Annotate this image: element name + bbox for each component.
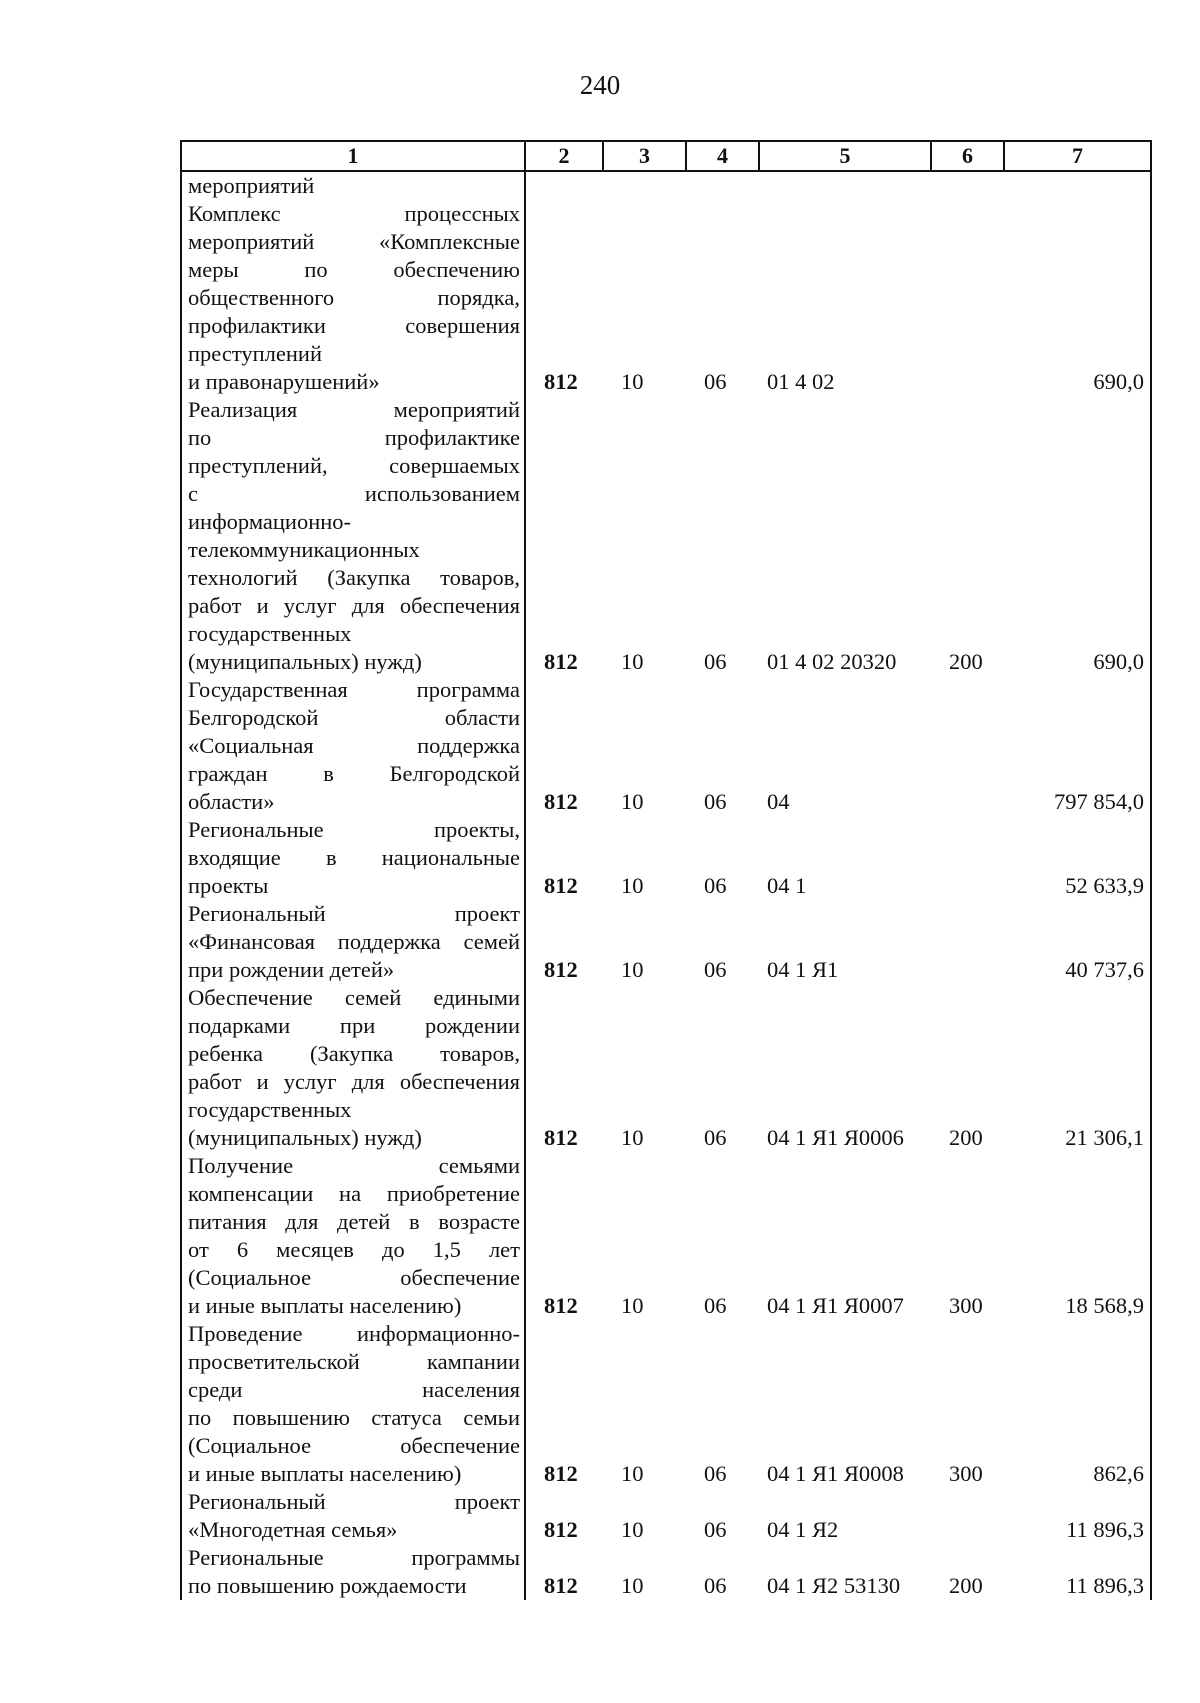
row-rz-cell: 10 [621, 369, 644, 394]
row-cs-cell: 01 4 02 [767, 369, 835, 394]
row-gr-cell: 812 [544, 1517, 578, 1542]
row-pr-cell: 06 [704, 1461, 727, 1486]
row-vr-cell [931, 171, 1004, 396]
row-name-line: просветительской кампании [188, 1349, 520, 1374]
row-name-line: Обеспечение семей едиными [188, 985, 520, 1010]
row-name-line: Региональный проект [188, 901, 520, 926]
row-name-line: по повышению статуса семьи [188, 1405, 520, 1430]
row-pr-cell: 06 [704, 873, 727, 898]
row-rz-cell: 10 [621, 1461, 644, 1486]
row-gr-cell: 812 [544, 369, 578, 394]
table-row [181, 1320, 1151, 1488]
row-vr-cell [931, 816, 1004, 900]
row-pr-cell: 06 [704, 1517, 727, 1542]
row-name-line: преступлений, совершаемых [188, 453, 520, 478]
row-name-line: Проведение информационно- [188, 1321, 520, 1346]
row-vr-cell [931, 900, 1004, 984]
row-name-line: (Социальное обеспечение [188, 1433, 520, 1458]
table-row [181, 816, 1151, 900]
table-row [181, 1488, 1151, 1544]
row-name-line: (Социальное обеспечение [188, 1265, 520, 1290]
table-row [181, 1544, 1151, 1600]
row-vr-cell: 200 [949, 649, 983, 674]
row-pr-cell: 06 [704, 1573, 727, 1598]
row-pr-cell: 06 [704, 1125, 727, 1150]
row-name-cell [181, 676, 525, 816]
row-name-line: «Многодетная семья» [188, 1517, 398, 1542]
row-name-line: Государственная программа [188, 677, 520, 702]
table-row [181, 171, 1151, 396]
row-cs-cell: 01 4 02 20320 [767, 649, 897, 674]
row-name-line: подарками при рождении [188, 1013, 520, 1038]
table-row [181, 1152, 1151, 1320]
row-name-line: государственных [188, 1097, 352, 1122]
row-gr-cell: 812 [544, 1125, 578, 1150]
row-name-cell [181, 816, 525, 900]
row-name-line: по повышению рождаемости [188, 1573, 467, 1598]
row-sum-cell: 797 854,0 [1004, 676, 1151, 816]
row-sum-cell: 18 568,9 [1004, 1152, 1151, 1320]
row-sum-cell: 690,0 [1004, 396, 1151, 676]
row-name-line: и иные выплаты населению) [188, 1293, 462, 1318]
row-cs-cell: 04 1 Я1 Я0007 [767, 1293, 904, 1318]
row-rz-cell: 10 [621, 1517, 644, 1542]
row-vr-cell: 300 [949, 1461, 983, 1486]
row-sum-cell: 690,0 [1004, 171, 1151, 396]
row-name-line: общественного порядка, [188, 285, 520, 310]
row-vr-cell [931, 676, 1004, 816]
row-pr-cell: 06 [704, 369, 727, 394]
row-gr-cell: 812 [544, 873, 578, 898]
table-row [181, 900, 1151, 984]
column-header-5: 5 [759, 141, 931, 171]
row-cs-cell: 04 1 Я2 53130 [767, 1573, 901, 1598]
table-row [181, 984, 1151, 1152]
table-header [181, 141, 1151, 171]
row-pr-cell: 06 [704, 1293, 727, 1318]
row-vr-cell: 300 [949, 1293, 983, 1318]
row-rz-cell: 10 [621, 957, 644, 982]
row-name-line: по профилактике [188, 425, 520, 450]
table-body [181, 171, 1151, 1600]
column-header-6: 6 [931, 141, 1004, 171]
row-name-line: входящие в национальные [188, 845, 520, 870]
row-name-line: Комплекс процессных [188, 201, 520, 226]
row-name-cell [181, 396, 525, 676]
row-gr-cell: 812 [544, 957, 578, 982]
row-name-line: Реализация мероприятий [188, 397, 520, 422]
page-number: 240 [579, 70, 621, 100]
row-name-cell [181, 984, 525, 1152]
row-rz-cell: 10 [621, 1573, 644, 1598]
row-sum-cell: 21 306,1 [1004, 984, 1151, 1152]
row-cs-cell: 04 1 Я1 Я0008 [767, 1461, 904, 1486]
row-vr-cell: 200 [949, 1573, 983, 1598]
column-header-4: 4 [686, 141, 759, 171]
row-name-line: Получение семьями [188, 1153, 520, 1178]
row-name-line: с использованием [188, 481, 520, 506]
row-name-cell [181, 1152, 525, 1320]
row-name-line: области» [188, 789, 275, 814]
row-name-line: среди населения [188, 1377, 520, 1402]
row-name-line: Белгородской области [188, 705, 520, 730]
row-vr-cell [931, 1488, 1004, 1544]
row-name-line: (муниципальных) нужд) [188, 1125, 422, 1150]
row-cs-cell: 04 1 [767, 873, 807, 898]
row-name-line: Региональный проект [188, 1489, 520, 1514]
row-cs-cell: 04 1 Я1 Я0006 [767, 1125, 904, 1150]
row-name-cell [181, 1488, 525, 1544]
row-rz-cell: 10 [621, 1125, 644, 1150]
row-gr-cell: 812 [544, 1293, 578, 1318]
column-header-2: 2 [525, 141, 603, 171]
row-name-line: при рождении детей» [188, 957, 395, 982]
row-name-cell [181, 171, 525, 396]
budget-table-container [180, 140, 1150, 1600]
row-name-line: Региональные программы [188, 1545, 520, 1570]
row-gr-cell: 812 [544, 649, 578, 674]
column-header-1: 1 [181, 141, 525, 171]
row-name-line: «Финансовая поддержка семей [188, 929, 520, 954]
row-name-line: и правонарушений» [188, 369, 380, 394]
row-name-line: телекоммуникационных [188, 537, 420, 562]
row-sum-cell: 52 633,9 [1004, 816, 1151, 900]
row-cs-cell: 04 [767, 789, 790, 814]
row-name-line: работ и услуг для обеспечения [188, 593, 520, 618]
row-name-line: от 6 месяцев до 1,5 лет [188, 1237, 520, 1262]
row-cs-cell: 04 1 Я2 [767, 1517, 839, 1542]
row-cs-cell: 04 1 Я1 [767, 957, 839, 982]
table-row [181, 676, 1151, 816]
row-rz-cell: 10 [621, 1293, 644, 1318]
row-name-line: мероприятий «Комплексные [188, 229, 520, 254]
row-name-cell [181, 1544, 525, 1600]
row-name-line: меры по обеспечению [188, 257, 520, 282]
row-pr-cell: 06 [704, 649, 727, 674]
row-sum-cell: 40 737,6 [1004, 900, 1151, 984]
row-pr-cell: 06 [704, 957, 727, 982]
row-name-cell [181, 900, 525, 984]
row-pr-cell: 06 [704, 789, 727, 814]
row-name-line: проекты [188, 873, 269, 898]
row-gr-cell: 812 [544, 1461, 578, 1486]
row-gr-cell: 812 [544, 1573, 578, 1598]
row-name-line: технологий (Закупка товаров, [188, 565, 520, 590]
row-name-line: (муниципальных) нужд) [188, 649, 422, 674]
row-name-line: Региональные проекты, [188, 817, 520, 842]
row-name-line: мероприятий [188, 173, 315, 198]
row-name-line: граждан в Белгородской [188, 761, 520, 786]
row-name-line: питания для детей в возрасте [188, 1209, 520, 1234]
column-header-7: 7 [1004, 141, 1151, 171]
row-vr-cell: 200 [949, 1125, 983, 1150]
row-name-line: государственных [188, 621, 352, 646]
row-sum-cell: 862,6 [1004, 1320, 1151, 1488]
row-rz-cell: 10 [621, 873, 644, 898]
table-row [181, 396, 1151, 676]
row-name-cell [181, 1320, 525, 1488]
row-name-line: информационно- [188, 509, 352, 534]
row-name-line: и иные выплаты населению) [188, 1461, 462, 1486]
row-name-line: компенсации на приобретение [188, 1181, 520, 1206]
row-name-line: работ и услуг для обеспечения [188, 1069, 520, 1094]
row-name-line: ребенка (Закупка товаров, [188, 1041, 520, 1066]
row-sum-cell: 11 896,3 [1004, 1488, 1151, 1544]
row-name-line: профилактики совершения [188, 313, 520, 338]
row-rz-cell: 10 [621, 789, 644, 814]
row-name-line: преступлений [188, 341, 322, 366]
row-gr-cell: 812 [544, 789, 578, 814]
budget-table [180, 140, 1152, 1600]
row-sum-cell: 11 896,3 [1004, 1544, 1151, 1600]
row-rz-cell: 10 [621, 649, 644, 674]
row-name-line: «Социальная поддержка [188, 733, 520, 758]
column-header-3: 3 [603, 141, 686, 171]
